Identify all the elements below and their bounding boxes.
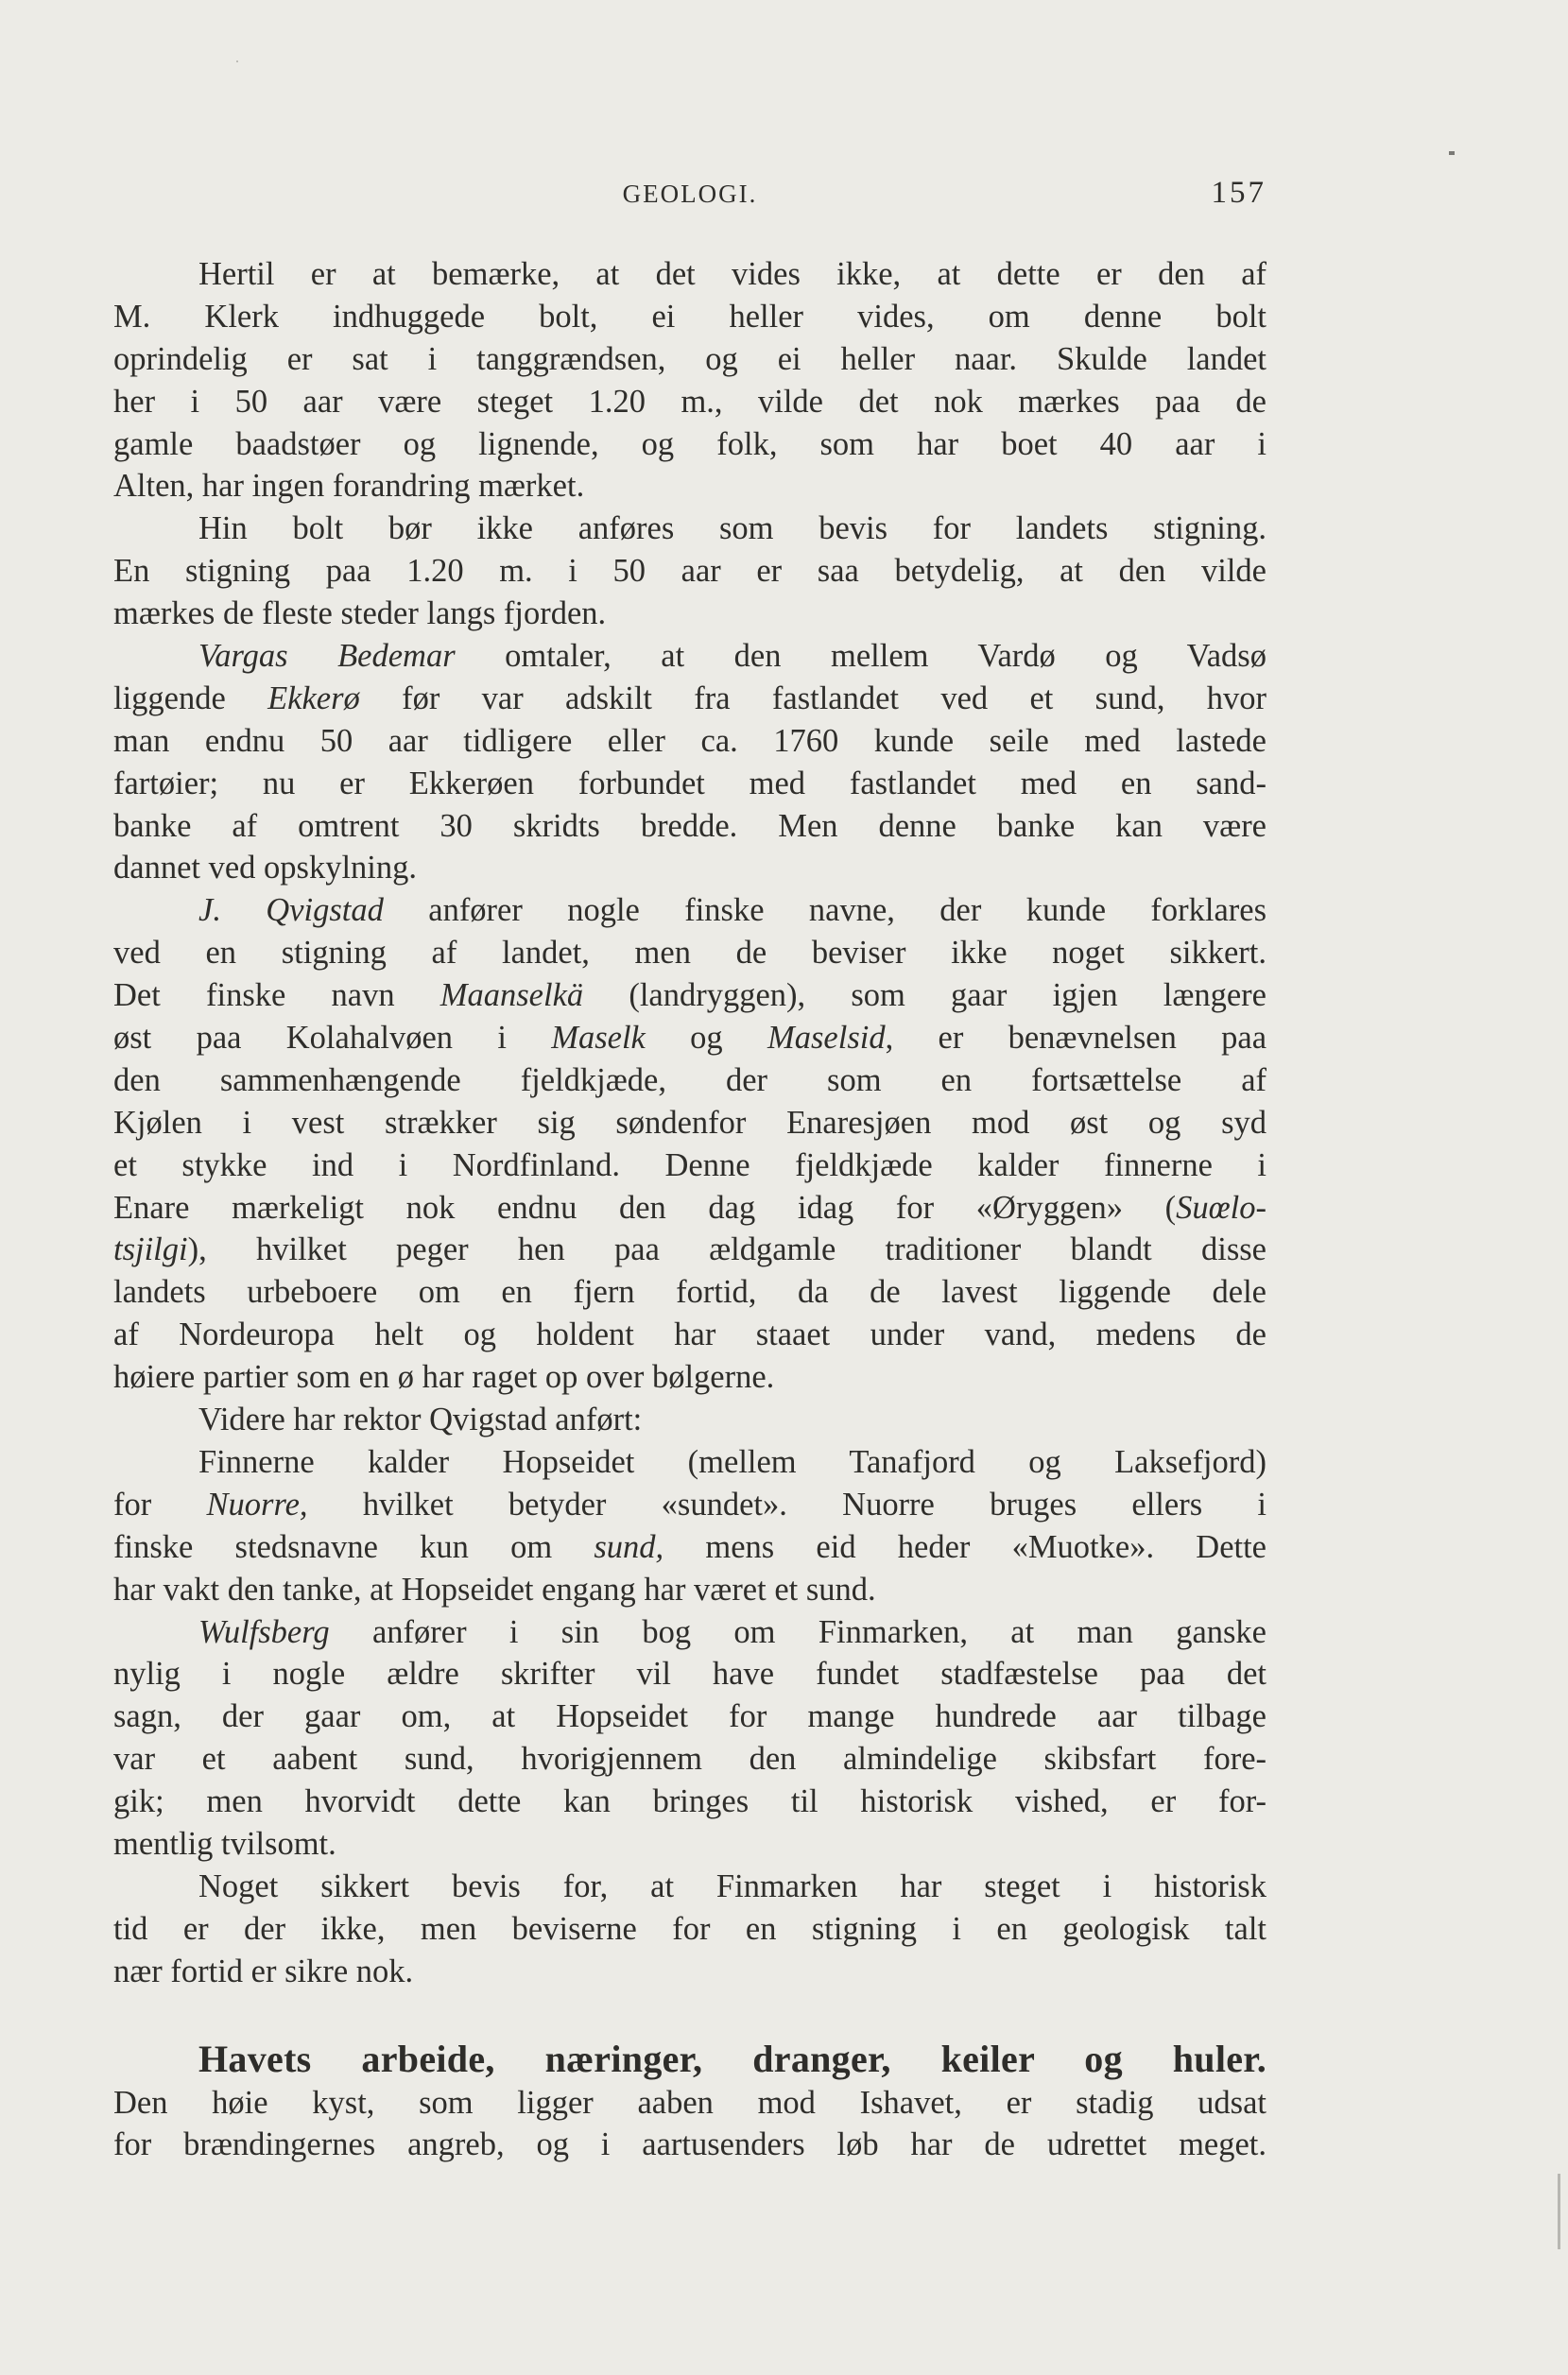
text-line: Det finske navn Maanselkä (landryggen), som gaar igjen længere	[113, 977, 1266, 1014]
text-line: høiere partier som en ø har raget op over bølgerne.	[113, 1359, 775, 1396]
text-line: Kjølen i vest strækker sig søndenfor Enaresjøen mod øst og syd	[113, 1104, 1266, 1141]
text-line: tsjilgi), hvilket peger hen paa ældgamle traditioner blandt disse	[113, 1231, 1266, 1268]
text-line: J. Qvigstad anfører nogle finske navne, der kunde forklares	[198, 892, 1266, 929]
text-line: M. Klerk indhuggede bolt, ei heller vides, om denne bolt	[113, 298, 1266, 335]
text-line: gik; men hvorvidt dette kan bringes til historisk vished, er for-	[113, 1783, 1266, 1820]
text-line: af Nordeuropa helt og holdent har staaet under vand, medens de	[113, 1317, 1266, 1353]
text-line: sagn, der gaar om, at Hopseidet for mange hundrede aar tilbage	[113, 1698, 1266, 1735]
text-line: for Nuorre, hvilket betyder «sundet». Nuorre bruges ellers i	[113, 1486, 1266, 1523]
text-line: nylig i nogle ældre skrifter vil have fundet stadfæstelse paa det	[113, 1656, 1266, 1693]
page-number: 157	[1211, 176, 1266, 210]
text-line-after-heading: Den høie kyst, som ligger aaben mod Ishavet, er stadig udsat	[113, 2084, 1266, 2121]
text-line: et stykke ind i Nordfinland. Denne fjeldkjæde kalder finnerne i	[113, 1146, 1266, 1183]
text-line: ved en stigning af landet, men de beviser ikke noget sikkert.	[113, 935, 1266, 972]
text-line-after-heading: for brændingernes angreb, og i aartusenders løb har de udrettet meget.	[113, 2126, 1266, 2163]
text-line: oprindelig er sat i tanggrændsen, og ei heller naar. Skulde landet	[113, 340, 1266, 377]
text-line: Videre har rektor Qvigstad anført:	[198, 1402, 643, 1438]
section-heading: Havets arbeide, næringer, dranger, keiler og huler.	[198, 2037, 1266, 2080]
text-line: fartøier; nu er Ekkerøen forbundet med fastlandet med en sand-	[113, 765, 1266, 801]
text-line: dannet ved opskylning.	[113, 850, 417, 886]
page-header	[113, 176, 1266, 214]
body-text	[113, 253, 1266, 2166]
text-line: liggende Ekkerø før var adskilt fra fastlandet ved et sund, hvor	[113, 680, 1266, 716]
text-line: Hertil er at bemærke, at det vides ikke, at dette er den af	[198, 256, 1266, 292]
text-line: man endnu 50 aar tidligere eller ca. 1760 kunde seile med lastede	[113, 722, 1266, 759]
text-line: har vakt den tanke, at Hopseidet engang har været et sund.	[113, 1571, 876, 1608]
text-line: nær fortid er sikre nok.	[113, 1953, 414, 1989]
text-line: øst paa Kolahalvøen i Maselk og Maselsid, er benævnelsen paa	[113, 1020, 1267, 1057]
text-line: Enare mærkeligt nok endnu den dag idag for «Øryggen» (Suœlo-	[113, 1189, 1266, 1226]
text-line: Vargas Bedemar omtaler, at den mellem Vardø og Vadsø	[198, 638, 1266, 675]
text-line: her i 50 aar være steget 1.20 m., vilde det nok mærkes paa de	[113, 383, 1266, 420]
text-line: gamle baadstøer og lignende, og folk, som har boet 40 aar i	[113, 425, 1266, 462]
page-edge-shadow	[1558, 2174, 1560, 2249]
text-line: banke af omtrent 30 skridts bredde. Men denne banke kan være	[113, 807, 1266, 844]
text-line: den sammenhængende fjeldkjæde, der som en fortsættelse af	[113, 1061, 1266, 1098]
text-line: Hin bolt bør ikke anføres som bevis for landets stigning.	[198, 510, 1266, 547]
printer-mark	[1449, 151, 1455, 155]
paper-speck	[236, 60, 238, 62]
text-line: En stigning paa 1.20 m. i 50 aar er saa betydelig, at den vilde	[113, 553, 1266, 590]
running-head: GEOLOGI.	[622, 180, 758, 208]
text-line: Alten, har ingen forandring mærket.	[113, 468, 585, 505]
text-line: Noget sikkert bevis for, at Finmarken har steget i historisk	[198, 1867, 1266, 1904]
text-line: tid er der ikke, men beviserne for en stigning i en geologisk talt	[113, 1910, 1266, 1947]
text-line: Finnerne kalder Hopseidet (mellem Tanafjord og Laksefjord)	[198, 1443, 1266, 1480]
text-line: mærkes de fleste steder langs fjorden.	[113, 595, 607, 632]
text-line: mentlig tvilsomt.	[113, 1825, 336, 1862]
text-line: landets urbeboere om en fjern fortid, da de lavest liggende dele	[113, 1274, 1266, 1311]
text-line: Wulfsberg anfører i sin bog om Finmarken, at man ganske	[198, 1613, 1266, 1650]
text-line: var et aabent sund, hvorigjennem den almindelige skibsfart fore-	[113, 1741, 1266, 1778]
text-line: finske stedsnavne kun om sund, mens eid heder «Muotke». Dette	[113, 1528, 1266, 1565]
